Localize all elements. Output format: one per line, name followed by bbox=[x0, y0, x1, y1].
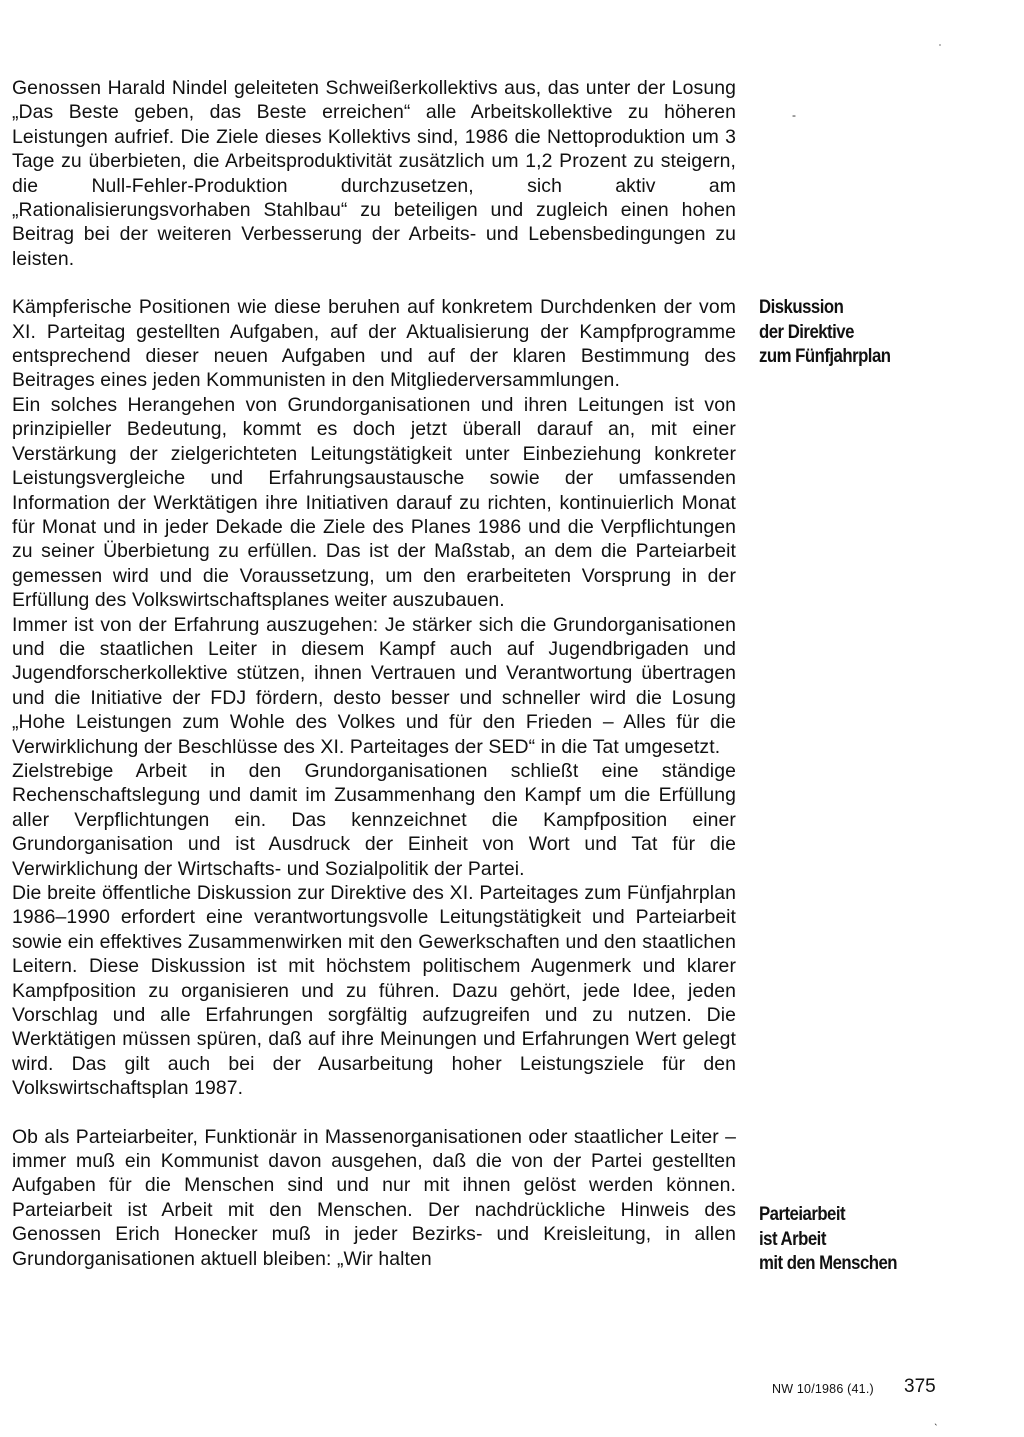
margin-heading-line: ist Arbeit bbox=[759, 1227, 826, 1250]
paragraph-4: Immer ist von der Erfahrung auszugehen: Je stärker sich die Grundorganisationen und die staatlichen Leiter in diesem Kampf auch auf Jugendbrigaden und Jugendforscherkollektive stützen, ihnen Vertrauen und Verantwortung übertragen und die Initiative der FDJ fördern, desto besser und schneller wird die Losung „Hohe Leistungen zum Wohle des Volkes und für den Frieden – Alles für die Verwirklichung der Beschlüsse des XI. Parteitages der SED“ in die Tat umgesetzt. bbox=[12, 613, 736, 758]
scan-speck-mark: ˈ bbox=[938, 42, 942, 56]
paragraph-5: Zielstrebige Arbeit in den Grundorganisationen schließt eine ständige Rechenschaftslegung und damit im Zusammenhang den Kampf um die Erfüllung aller Verpflichtungen ein. Das kennzeichnet die Kampfposition einer Grundorganisation und ist Ausdruck der Einheit von Wort und Tat für die Verwirklichung der Wirtschafts- und Sozialpolitik der Partei. bbox=[12, 759, 736, 880]
page-number: 375 bbox=[904, 1376, 936, 1397]
margin-heading-line: zum Fünfjahrplan bbox=[759, 345, 891, 367]
margin-heading-line: Diskussion bbox=[759, 296, 844, 318]
paragraph-1: Genossen Harald Nindel geleiteten Schweißerkollektivs aus, das unter der Losung „Das Beste geben, das Beste erreichen“ alle Arbeitskollektive zu höheren Leistungen aufrief. Die Ziele dieses Kollektivs sind, 1986 die Nettoproduktion um 3 Tage zu überbieten, die Arbeitsproduktivität zusätzlich um 1,2 Prozent zu steigern, die Null-Fehler-Produktion durchzusetzen, sich aktiv am „Rationalisierungsvorhaben Stahlbau“ zu beteiligen und zugleich einen hohen Beitrag bei der weiteren Verbesserung der Arbeits- und Lebensbedingungen zu leisten. bbox=[12, 77, 736, 270]
margin-heading-party-work bbox=[759, 1202, 897, 1276]
paragraph-7: Ob als Parteiarbeiter, Funktionär in Massenorganisationen oder staatlicher Leiter – immer muß ein Kommunist davon ausgehen, daß die von der Partei gestellten Aufgaben für die Menschen sind und nur mit ihnen gelöst werden können. Parteiarbeit ist Arbeit mit den Menschen. Der nachdrückliche Hinweis des Genossen Erich Honecker muß in jeder Bezirks- und Kreisleitung, in allen Grundorganisationen aktuell bleiben: „Wir halten bbox=[12, 1125, 736, 1270]
paragraph-2: Kämpferische Positionen wie diese beruhen auf konkretem Durchdenken der vom XI. Parteitag gestellten Aufgaben, auf der Aktualisierung der Kampfprogramme entsprechend dieser neuen Aufgaben und auf der klaren Bestimmung des Beitrages eines jeden Kommunisten in den Mitgliederversammlungen. bbox=[12, 296, 736, 392]
paragraph-3: Ein solches Herangehen von Grundorganisationen und ihren Leitungen ist von prinzipieller Bedeutung, kommt es doch jetzt überall darauf an, mit einer Verstärkung der zielgerichteten Leitungstätigkeit unter Einbeziehung konkreter Leistungsvergleiche und Erfahrungsaustausche sowie der umfassenden Information der Werktätigen ihre Initiativen darauf zu richten, kontinuierlich Monat für Monat und in jeder Dekade die Ziele des Planes 1986 und die Verpflichtungen zu seiner Überbietung zu erfüllen. Das ist der Maßstab, an dem die Parteiarbeit gemessen wird und die Voraussetzung, um den erarbeiteten Vorsprung in der Erfüllung des Volkswirtschaftsplanes weiter auszubauen. bbox=[12, 393, 736, 612]
margin-heading-line: der Direktive bbox=[759, 320, 854, 343]
scan-speck-mark: ˎ bbox=[934, 1412, 938, 1426]
paragraph-6: Die breite öffentliche Diskussion zur Direktive des XI. Parteitages zum Fünfjahrplan 1986–1990 erfordert eine verantwortungsvolle Leitungstätigkeit und Parteiarbeit sowie ein effektives Zusammenwirken mit den Gewerkschaften und den staatlichen Leitern. Diese Diskussion ist mit höchstem politischem Augenmerk und klarer Kampfposition zu organisieren und zu führen. Dazu gehört, jede Idee, jeden Vorschlag und alle Erfahrungen sorgfältig aufzugreifen und zu nutzen. Die Werktätigen müssen spüren, daß auf ihre Meinungen und Erfahrungen Wert gelegt wird. Das gilt auch bei der Ausarbeitung hoher Leistungsziele für den Volkswirtschaftsplan 1987. bbox=[12, 882, 736, 1100]
main-text-column bbox=[12, 76, 736, 1271]
issue-reference: NW 10/1986 (41.) bbox=[772, 1382, 874, 1396]
margin-heading-line: Parteiarbeit bbox=[759, 1203, 846, 1225]
scan-dash-mark: - bbox=[792, 108, 796, 122]
margin-heading-line: mit den Menschen bbox=[759, 1252, 898, 1274]
margin-heading-directive bbox=[759, 295, 890, 369]
